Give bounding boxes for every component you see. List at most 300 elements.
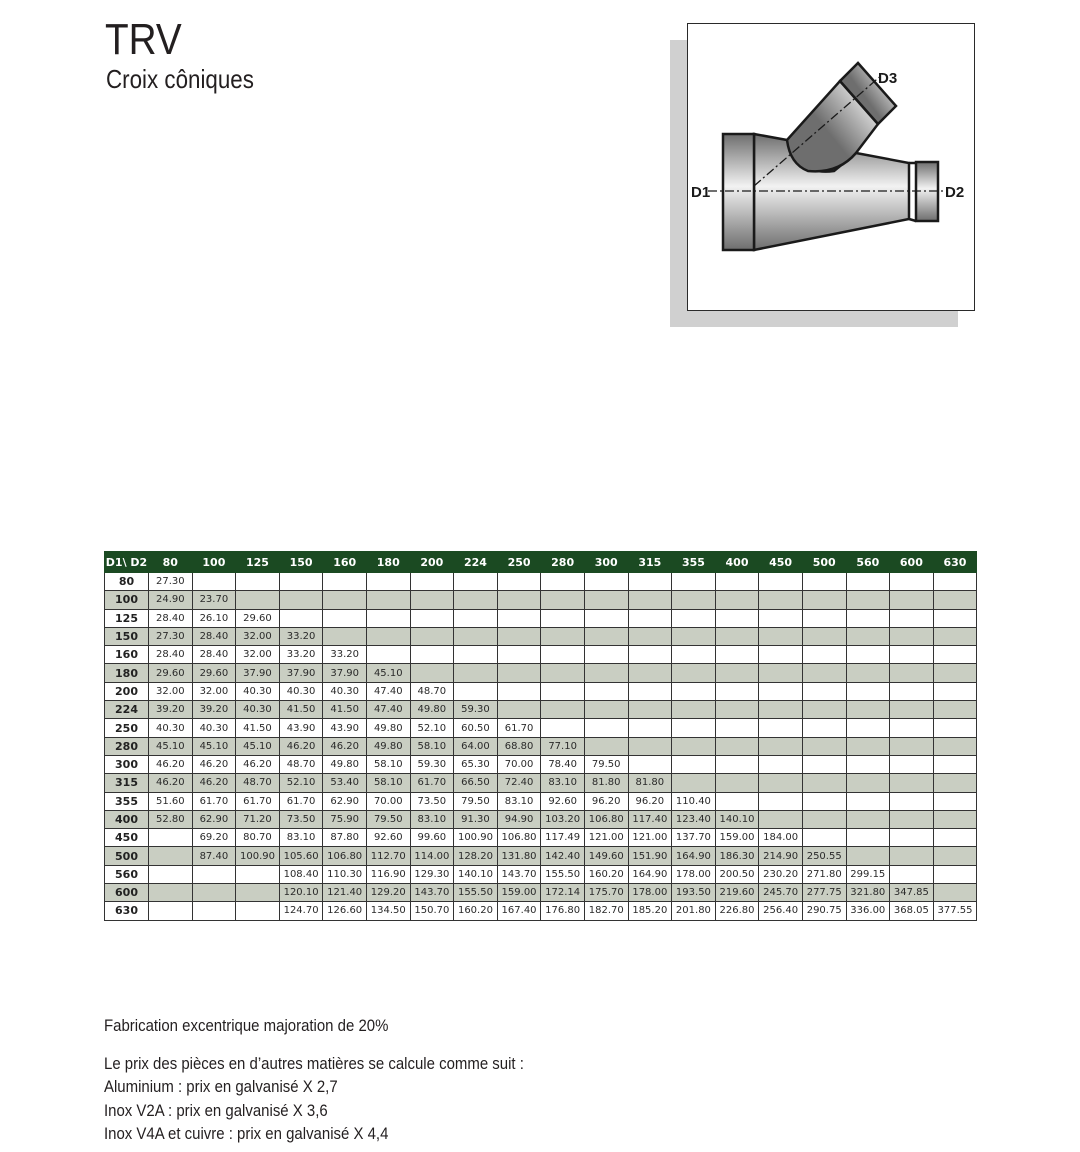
price-cell: 33.20 [279, 627, 323, 645]
price-cell: 28.40 [192, 646, 236, 664]
price-cell [759, 682, 803, 700]
price-cell [802, 664, 846, 682]
price-cell [933, 682, 977, 700]
price-cell: 214.90 [759, 847, 803, 865]
price-cell [628, 591, 672, 609]
column-header-d2: 300 [584, 552, 628, 573]
table-row [105, 719, 977, 737]
row-header-d1: 180 [105, 664, 149, 682]
price-cell [933, 646, 977, 664]
price-cell [759, 701, 803, 719]
table-row [105, 627, 977, 645]
price-cell [541, 719, 585, 737]
price-cell: 79.50 [366, 810, 410, 828]
price-cell: 69.20 [192, 829, 236, 847]
price-cell [410, 573, 454, 591]
price-cell: 155.50 [541, 865, 585, 883]
column-header-d2: 80 [149, 552, 193, 573]
price-cell [759, 810, 803, 828]
price-cell [846, 847, 890, 865]
table-row [105, 609, 977, 627]
price-cell [933, 737, 977, 755]
column-header-d2: 280 [541, 552, 585, 573]
price-cell: 96.20 [628, 792, 672, 810]
price-cell [628, 664, 672, 682]
price-cell: 37.90 [236, 664, 280, 682]
price-cell: 58.10 [410, 737, 454, 755]
price-cell [236, 573, 280, 591]
price-cell: 83.10 [497, 792, 541, 810]
product-name: Croix côniques [106, 64, 254, 94]
price-cell: 230.20 [759, 865, 803, 883]
price-cell [236, 865, 280, 883]
price-cell: 46.20 [149, 755, 193, 773]
price-cell [541, 664, 585, 682]
price-cell [541, 646, 585, 664]
price-cell: 117.49 [541, 829, 585, 847]
price-cell [279, 591, 323, 609]
price-cell: 321.80 [846, 884, 890, 902]
price-cell: 49.80 [366, 737, 410, 755]
price-cell [715, 755, 759, 773]
price-cell [497, 682, 541, 700]
price-cell [366, 573, 410, 591]
row-header-d1: 150 [105, 627, 149, 645]
price-cell [933, 774, 977, 792]
price-cell [366, 609, 410, 627]
price-cell: 23.70 [192, 591, 236, 609]
price-cell [759, 792, 803, 810]
price-cell: 27.30 [149, 573, 193, 591]
price-cell [497, 627, 541, 645]
material-aluminium: Aluminium : prix en galvanisé X 2,7 [104, 1077, 338, 1096]
price-cell: 62.90 [192, 810, 236, 828]
price-cell: 45.10 [366, 664, 410, 682]
price-cell: 83.10 [279, 829, 323, 847]
price-cell [802, 682, 846, 700]
price-cell [497, 664, 541, 682]
price-cell [890, 792, 934, 810]
price-cell [410, 627, 454, 645]
price-cell [454, 573, 498, 591]
price-cell: 219.60 [715, 884, 759, 902]
column-header-d2: 125 [236, 552, 280, 573]
price-table [104, 551, 977, 921]
price-cell: 73.50 [279, 810, 323, 828]
price-cell [846, 737, 890, 755]
price-cell [410, 646, 454, 664]
price-cell: 41.50 [323, 701, 367, 719]
column-header-d2: 180 [366, 552, 410, 573]
price-cell: 182.70 [584, 902, 628, 920]
price-cell [715, 573, 759, 591]
row-header-d1: 300 [105, 755, 149, 773]
price-cell: 47.40 [366, 701, 410, 719]
price-cell [497, 573, 541, 591]
price-cell: 250.55 [802, 847, 846, 865]
price-cell [236, 591, 280, 609]
price-cell: 121.00 [584, 829, 628, 847]
row-header-d1: 500 [105, 847, 149, 865]
price-cell: 167.40 [497, 902, 541, 920]
price-cell [279, 609, 323, 627]
price-cell [366, 646, 410, 664]
corner-header: D1\ D2 [105, 552, 149, 573]
table-row [105, 810, 977, 828]
price-cell: 92.60 [541, 792, 585, 810]
table-header-row [105, 552, 977, 573]
price-cell [802, 591, 846, 609]
price-cell [890, 865, 934, 883]
price-cell [192, 884, 236, 902]
row-header-d1: 100 [105, 591, 149, 609]
price-cell: 61.70 [236, 792, 280, 810]
price-cell: 96.20 [584, 792, 628, 810]
price-cell [846, 829, 890, 847]
price-cell [584, 682, 628, 700]
table-row [105, 664, 977, 682]
price-cell: 81.80 [628, 774, 672, 792]
table-body [105, 573, 977, 921]
price-cell [715, 792, 759, 810]
price-cell: 185.20 [628, 902, 672, 920]
price-cell: 37.90 [279, 664, 323, 682]
price-cell [672, 591, 716, 609]
price-cell: 106.80 [323, 847, 367, 865]
price-cell: 48.70 [410, 682, 454, 700]
price-cell: 176.80 [541, 902, 585, 920]
price-cell [802, 755, 846, 773]
price-cell: 131.80 [497, 847, 541, 865]
price-cell [323, 591, 367, 609]
price-cell [366, 591, 410, 609]
price-cell: 87.80 [323, 829, 367, 847]
price-cell [846, 792, 890, 810]
price-cell [933, 829, 977, 847]
price-cell [846, 774, 890, 792]
price-cell [890, 701, 934, 719]
row-header-d1: 450 [105, 829, 149, 847]
price-cell: 64.00 [454, 737, 498, 755]
row-header-d1: 160 [105, 646, 149, 664]
price-cell: 151.90 [628, 847, 672, 865]
price-cell [759, 755, 803, 773]
price-cell [715, 627, 759, 645]
column-header-d2: 100 [192, 552, 236, 573]
price-cell: 123.40 [672, 810, 716, 828]
table-row [105, 902, 977, 920]
price-cell: 61.70 [192, 792, 236, 810]
price-cell: 40.30 [236, 682, 280, 700]
price-cell: 277.75 [802, 884, 846, 902]
price-cell [846, 810, 890, 828]
price-cell: 71.20 [236, 810, 280, 828]
price-cell [715, 719, 759, 737]
price-cell: 29.60 [192, 664, 236, 682]
price-cell [584, 701, 628, 719]
price-cell: 129.30 [410, 865, 454, 883]
price-cell: 39.20 [149, 701, 193, 719]
price-cell: 83.10 [410, 810, 454, 828]
price-cell [672, 627, 716, 645]
product-diagram [670, 23, 975, 328]
price-cell: 49.80 [410, 701, 454, 719]
price-cell [890, 755, 934, 773]
price-cell [672, 646, 716, 664]
price-cell: 41.50 [279, 701, 323, 719]
price-cell: 60.50 [454, 719, 498, 737]
price-cell [279, 573, 323, 591]
price-cell [584, 609, 628, 627]
price-cell: 178.00 [672, 865, 716, 883]
row-header-d1: 315 [105, 774, 149, 792]
price-cell: 28.40 [192, 627, 236, 645]
price-cell [802, 646, 846, 664]
price-cell [846, 755, 890, 773]
price-cell [541, 573, 585, 591]
price-cell [933, 847, 977, 865]
price-cell [933, 701, 977, 719]
price-cell [541, 609, 585, 627]
price-cell [192, 902, 236, 920]
price-cell: 155.50 [454, 884, 498, 902]
price-cell: 52.80 [149, 810, 193, 828]
price-cell [933, 573, 977, 591]
column-header-d2: 560 [846, 552, 890, 573]
price-cell [802, 810, 846, 828]
price-cell [933, 755, 977, 773]
price-cell [628, 609, 672, 627]
row-header-d1: 250 [105, 719, 149, 737]
price-cell: 39.20 [192, 701, 236, 719]
price-cell [846, 701, 890, 719]
price-cell: 164.90 [672, 847, 716, 865]
price-cell [890, 591, 934, 609]
price-cell [890, 847, 934, 865]
column-header-d2: 600 [890, 552, 934, 573]
price-cell: 184.00 [759, 829, 803, 847]
price-cell: 140.10 [715, 810, 759, 828]
price-cell: 40.30 [149, 719, 193, 737]
price-cell: 75.90 [323, 810, 367, 828]
price-cell: 116.90 [366, 865, 410, 883]
price-cell: 28.40 [149, 609, 193, 627]
price-cell [759, 664, 803, 682]
column-header-d2: 150 [279, 552, 323, 573]
price-cell: 159.00 [715, 829, 759, 847]
price-cell [454, 682, 498, 700]
price-cell [715, 737, 759, 755]
price-cell [802, 737, 846, 755]
price-cell: 45.10 [236, 737, 280, 755]
price-cell [628, 646, 672, 664]
price-cell: 142.40 [541, 847, 585, 865]
price-cell: 66.50 [454, 774, 498, 792]
price-cell [584, 719, 628, 737]
price-cell: 79.50 [454, 792, 498, 810]
price-cell [846, 609, 890, 627]
price-cell: 105.60 [279, 847, 323, 865]
price-cell [410, 664, 454, 682]
price-cell [759, 573, 803, 591]
price-cell [584, 591, 628, 609]
price-cell [454, 664, 498, 682]
price-cell: 78.40 [541, 755, 585, 773]
price-cell [715, 774, 759, 792]
price-cell [802, 609, 846, 627]
price-cell [497, 701, 541, 719]
column-header-d2: 500 [802, 552, 846, 573]
price-cell: 33.20 [323, 646, 367, 664]
column-header-d2: 400 [715, 552, 759, 573]
price-cell [366, 627, 410, 645]
price-cell [672, 664, 716, 682]
price-cell: 193.50 [672, 884, 716, 902]
price-cell: 110.30 [323, 865, 367, 883]
price-cell: 106.80 [497, 829, 541, 847]
price-cell: 46.20 [323, 737, 367, 755]
row-header-d1: 355 [105, 792, 149, 810]
price-cell: 150.70 [410, 902, 454, 920]
price-cell [672, 701, 716, 719]
price-cell [802, 701, 846, 719]
price-cell: 256.40 [759, 902, 803, 920]
excentric-note: Fabrication excentrique majoration de 20% [104, 1016, 389, 1035]
price-cell: 201.80 [672, 902, 716, 920]
price-cell: 68.80 [497, 737, 541, 755]
price-cell: 100.90 [236, 847, 280, 865]
price-cell: 128.20 [454, 847, 498, 865]
price-cell [846, 573, 890, 591]
price-cell: 94.90 [497, 810, 541, 828]
price-cell [933, 810, 977, 828]
price-cell [454, 627, 498, 645]
price-cell [802, 719, 846, 737]
price-cell: 32.00 [149, 682, 193, 700]
price-cell: 124.70 [279, 902, 323, 920]
price-cell [672, 719, 716, 737]
price-cell: 70.00 [497, 755, 541, 773]
row-header-d1: 600 [105, 884, 149, 902]
price-cell [410, 591, 454, 609]
price-cell: 62.90 [323, 792, 367, 810]
price-cell: 32.00 [236, 627, 280, 645]
table-row [105, 573, 977, 591]
price-cell [890, 829, 934, 847]
price-cell: 28.40 [149, 646, 193, 664]
price-cell [584, 627, 628, 645]
price-cell: 59.30 [454, 701, 498, 719]
price-cell: 137.70 [672, 829, 716, 847]
price-cell: 65.30 [454, 755, 498, 773]
price-cell: 61.70 [279, 792, 323, 810]
price-cell [672, 774, 716, 792]
price-cell [497, 609, 541, 627]
table-row [105, 646, 977, 664]
price-cell [890, 719, 934, 737]
column-header-d2: 160 [323, 552, 367, 573]
price-cell [323, 573, 367, 591]
price-cell: 87.40 [192, 847, 236, 865]
price-cell: 52.10 [410, 719, 454, 737]
product-code: TRV [105, 15, 182, 64]
price-cell [890, 609, 934, 627]
column-header-d2: 250 [497, 552, 541, 573]
price-cell [497, 591, 541, 609]
price-cell [672, 737, 716, 755]
price-cell [628, 682, 672, 700]
price-cell: 164.90 [628, 865, 672, 883]
materials-intro: Le prix des pièces en d’autres matières se calcule comme suit : [104, 1053, 524, 1073]
price-cell: 271.80 [802, 865, 846, 883]
price-cell [802, 792, 846, 810]
price-cell [628, 627, 672, 645]
table-row [105, 865, 977, 883]
price-cell [497, 646, 541, 664]
price-cell: 83.10 [541, 774, 585, 792]
price-cell: 79.50 [584, 755, 628, 773]
price-cell: 70.00 [366, 792, 410, 810]
price-cell [715, 682, 759, 700]
price-cell [759, 737, 803, 755]
price-cell [192, 865, 236, 883]
price-cell: 43.90 [323, 719, 367, 737]
price-cell [890, 774, 934, 792]
price-cell [149, 902, 193, 920]
price-cell [149, 865, 193, 883]
price-cell [672, 755, 716, 773]
price-cell [846, 627, 890, 645]
table-row [105, 701, 977, 719]
table-row [105, 829, 977, 847]
price-cell: 59.30 [410, 755, 454, 773]
row-header-d1: 630 [105, 902, 149, 920]
price-cell [410, 609, 454, 627]
price-cell [846, 682, 890, 700]
price-cell: 46.20 [192, 755, 236, 773]
price-cell [149, 829, 193, 847]
price-cell: 172.14 [541, 884, 585, 902]
price-cell [890, 810, 934, 828]
price-cell [628, 719, 672, 737]
table-row [105, 682, 977, 700]
price-cell: 99.60 [410, 829, 454, 847]
price-cell: 117.40 [628, 810, 672, 828]
price-cell: 126.60 [323, 902, 367, 920]
price-cell [846, 591, 890, 609]
price-cell [715, 664, 759, 682]
table-row [105, 792, 977, 810]
price-cell: 27.30 [149, 627, 193, 645]
notes [104, 1014, 524, 1146]
row-header-d1: 224 [105, 701, 149, 719]
price-cell: 33.20 [279, 646, 323, 664]
price-cell [846, 719, 890, 737]
price-cell [628, 573, 672, 591]
price-cell [802, 774, 846, 792]
price-cell: 52.10 [279, 774, 323, 792]
price-cell: 48.70 [279, 755, 323, 773]
price-cell: 45.10 [192, 737, 236, 755]
price-cell [846, 646, 890, 664]
price-cell: 46.20 [279, 737, 323, 755]
price-cell [933, 865, 977, 883]
price-cell: 46.20 [149, 774, 193, 792]
price-cell: 110.40 [672, 792, 716, 810]
price-cell: 61.70 [497, 719, 541, 737]
conical-cross-drawing [688, 24, 974, 310]
price-cell: 72.40 [497, 774, 541, 792]
